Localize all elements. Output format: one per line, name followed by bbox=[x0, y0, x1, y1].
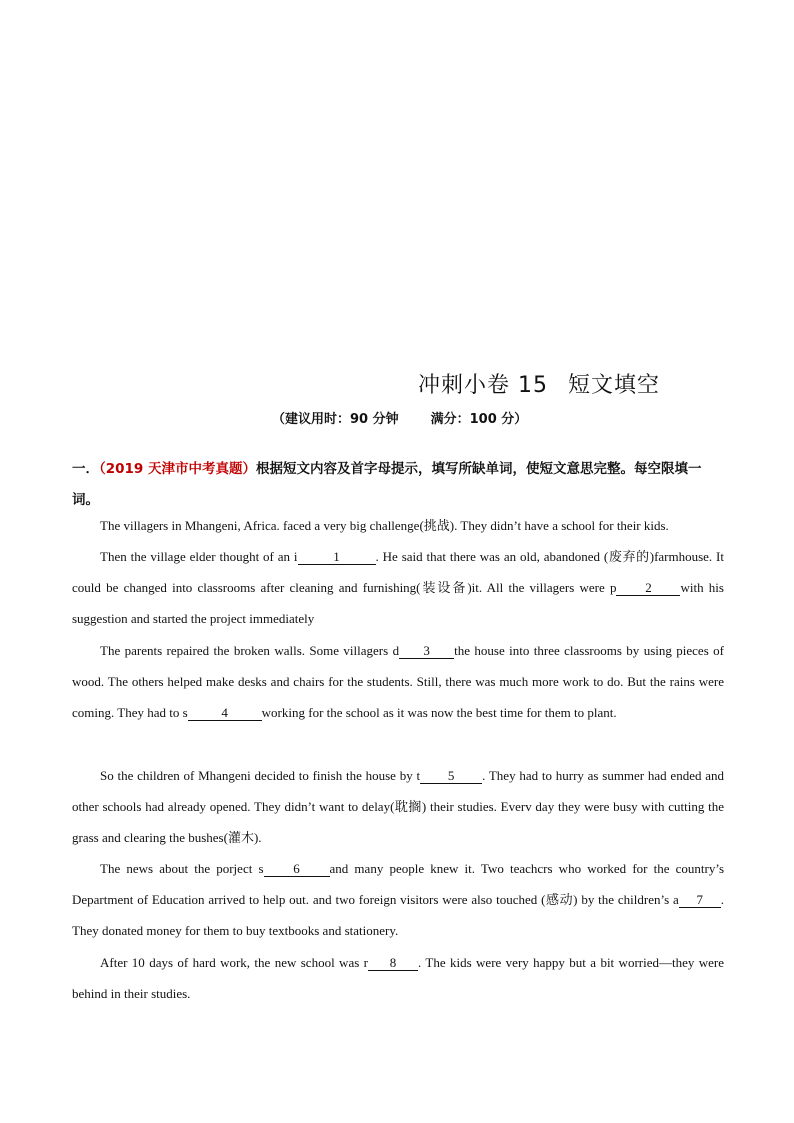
paragraph-text: and many people knew it. Two teachcrs who worked for the country’s Department of Education arrived to help out. and two foreign visitors were also touched (感动) by the children’s a bbox=[72, 861, 725, 907]
page-title bbox=[418, 368, 660, 399]
paragraph-text: So the children of Mhangeni decided to finish the house by t bbox=[100, 768, 421, 783]
paragraph-text: . They donated money for them to buy textbooks and stationery. bbox=[72, 892, 724, 938]
paragraph-text: . They had to hurry as summer had ended and other schools had already opened. They didn’t want to delay(耽搁) their studies. Everv day they were busy with cutting the grass and clearing the bushes(灌木). bbox=[72, 768, 724, 845]
section-heading bbox=[72, 454, 724, 516]
section-number: 一． bbox=[72, 461, 99, 477]
title-main: 冲刺小卷 15 bbox=[418, 373, 548, 398]
title-topic: 短文填空 bbox=[568, 373, 661, 398]
blank-4[interactable]: 4 bbox=[188, 705, 262, 721]
paragraph-2 bbox=[72, 541, 724, 634]
paragraph-text: The parents repaired the broken walls. Some villagers d bbox=[100, 643, 400, 658]
paragraph-5 bbox=[72, 853, 724, 946]
full-score: 满分：100 分） bbox=[430, 412, 528, 427]
blank-7[interactable]: 7 bbox=[679, 892, 721, 908]
paragraph-text: Then the village elder thought of an i bbox=[100, 549, 298, 564]
section-source: （2019 天津市中考真题） bbox=[99, 461, 257, 477]
blank-6[interactable]: 6 bbox=[264, 861, 330, 877]
blank-2[interactable]: 2 bbox=[616, 580, 680, 596]
section-instruction: 根据短文内容及首字母提示，填写所缺单词，使短文意思完整。每空限填一词。 bbox=[72, 461, 702, 508]
paragraph-text: After 10 days of hard work, the new school was r bbox=[100, 955, 368, 970]
paragraph-text: working for the school as it was now the best time for them to plant. bbox=[261, 705, 617, 720]
paragraph-text: . The kids were very happy but a bit worried—they were behind in their studies. bbox=[72, 955, 725, 1001]
paragraph-6 bbox=[72, 947, 724, 1009]
blank-3[interactable]: 3 bbox=[399, 643, 454, 659]
paragraph-4 bbox=[72, 760, 724, 853]
paragraph-text: with his suggestion and started the project immediately bbox=[72, 580, 724, 626]
paragraph-text: The villagers in Mhangeni, Africa. faced a very big challenge(挑战). They didn’t have a school for their kids. bbox=[100, 518, 669, 533]
paragraph-text: . He said that there was an old, abandoned (废弃的)farmhouse. It could be changed into classrooms after cleaning and furnishing(装设备)it. All the villagers were p bbox=[72, 549, 725, 595]
blank-1[interactable]: 1 bbox=[298, 549, 376, 565]
paragraph-1 bbox=[72, 510, 724, 541]
subtitle bbox=[272, 408, 527, 427]
paragraph-3 bbox=[72, 635, 724, 728]
blank-5[interactable]: 5 bbox=[420, 768, 482, 784]
blank-8[interactable]: 8 bbox=[368, 955, 418, 971]
paragraph-text: The news about the porject s bbox=[100, 861, 264, 876]
paragraph-text: the house into three classrooms by using pieces of wood. The others helped make desks and chairs for the students. Still, there was much more work to do. But the rains were coming. They had to s bbox=[72, 643, 724, 720]
suggested-time: （建议用时：90 分钟 bbox=[272, 412, 399, 427]
